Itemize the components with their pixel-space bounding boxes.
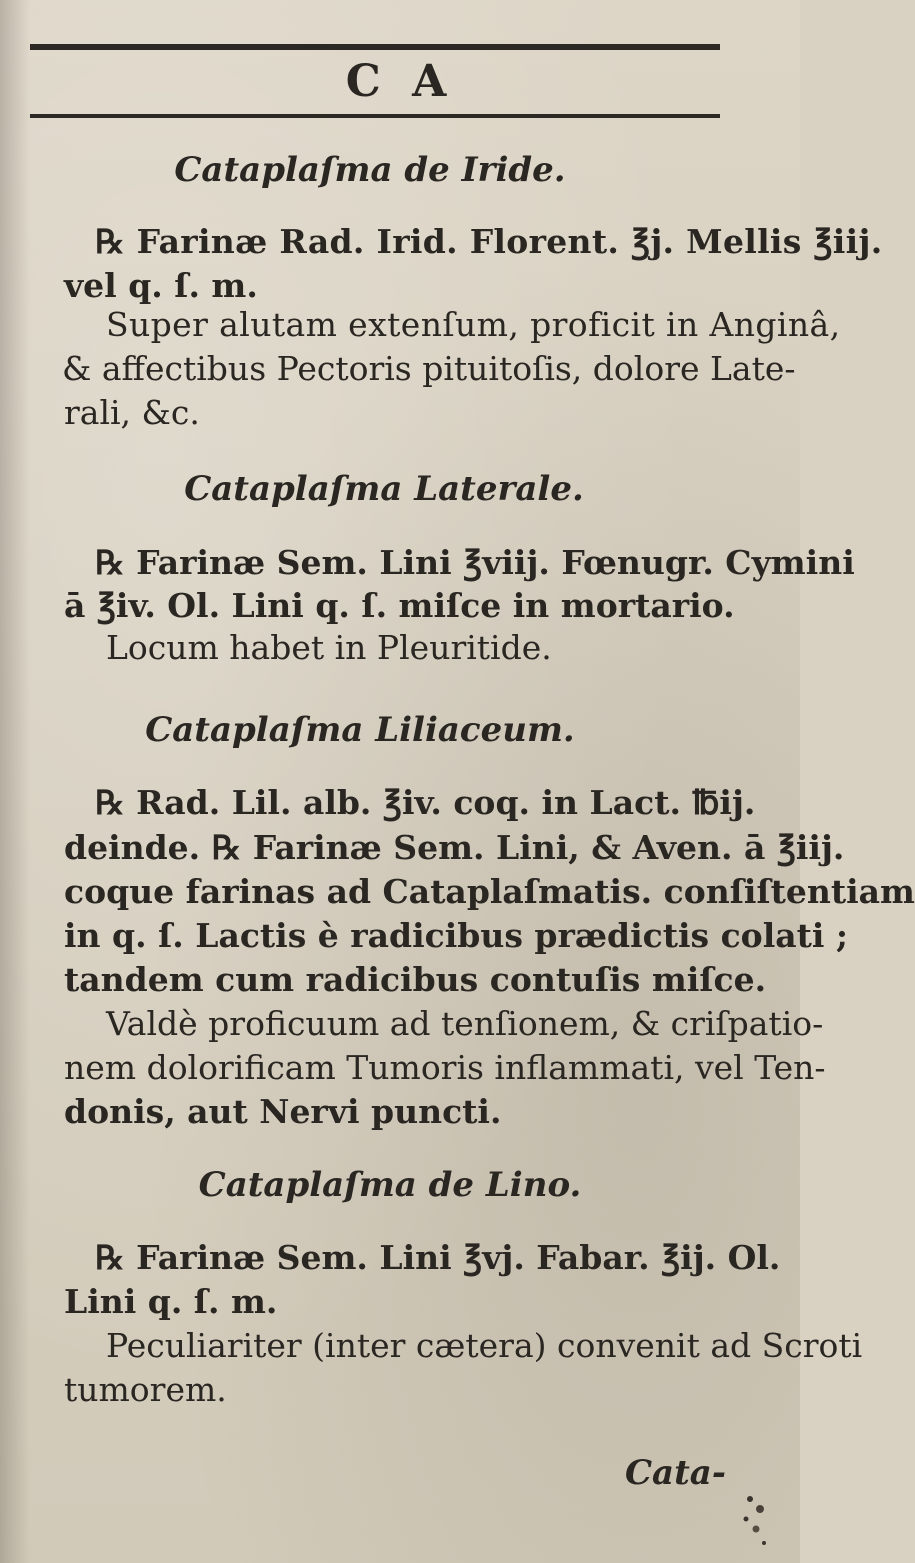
text-line: donis, aut Nervi puncti. <box>64 1092 502 1131</box>
text-line: coque farinas ad Cataplaſmatis. conſiſtentiam <box>64 872 915 911</box>
text-line: & affectibus Pectoris pituitoſis, dolore Late- <box>62 349 796 388</box>
running-header: C A <box>345 56 455 107</box>
text-line: ℞ Farinæ Sem. Lini ℥vj. Fabar. ℥ij. Ol. <box>95 1238 781 1277</box>
header-rule-bottom <box>30 114 720 118</box>
text-line: ℞ Rad. Lil. alb. ℥iv. coq. in Lact. ℔ij. <box>95 783 756 822</box>
section-heading-laterale: Cataplaſma Laterale. <box>184 469 584 509</box>
text-line: Locum habet in Pleuritide. <box>106 628 552 667</box>
text-line: tumorem. <box>64 1370 227 1409</box>
text-line: vel q. ſ. m. <box>64 266 258 305</box>
text-line: Peculiariter (inter cætera) convenit ad Scroti <box>106 1326 863 1365</box>
ink-stain-icon <box>730 1485 780 1555</box>
text-line: ℞ Farinæ Sem. Lini ℥viij. Fœnugr. Cymini <box>95 543 855 582</box>
text-line: Super alutam extenſum, proficit in Anginâ, <box>106 305 841 344</box>
text-line: in q. ſ. Lactis è radicibus prædictis colati ; <box>64 916 849 955</box>
text-line: ℞ Farinæ Rad. Irid. Florent. ℥j. Mellis ℥iij. <box>95 222 883 261</box>
text-line: Valdè proficuum ad tenſionem, & criſpatio- <box>106 1004 824 1043</box>
text-line: ā ℥iv. Ol. Lini q. ſ. miſce in mortario. <box>64 586 735 625</box>
page-gutter-shadow <box>0 0 30 1563</box>
text-line: rali, &c. <box>64 393 200 432</box>
text-line: nem dolorificam Tumoris inflammati, vel Ten- <box>64 1048 826 1087</box>
header-rule-top <box>30 44 720 50</box>
text-line: tandem cum radicibus contuſis miſce. <box>64 960 767 999</box>
section-heading-lino: Cataplaſma de Lino. <box>198 1165 582 1205</box>
catchword: Cata- <box>625 1453 726 1493</box>
text-line: deinde. ℞ Farinæ Sem. Lini, & Aven. ā ℥iij. <box>64 828 845 867</box>
text-line: Lini q. ſ. m. <box>64 1282 278 1321</box>
section-heading-liliaceum: Cataplaſma Liliaceum. <box>145 710 575 750</box>
section-heading-iride: Cataplaſma de Iride. <box>174 150 566 190</box>
